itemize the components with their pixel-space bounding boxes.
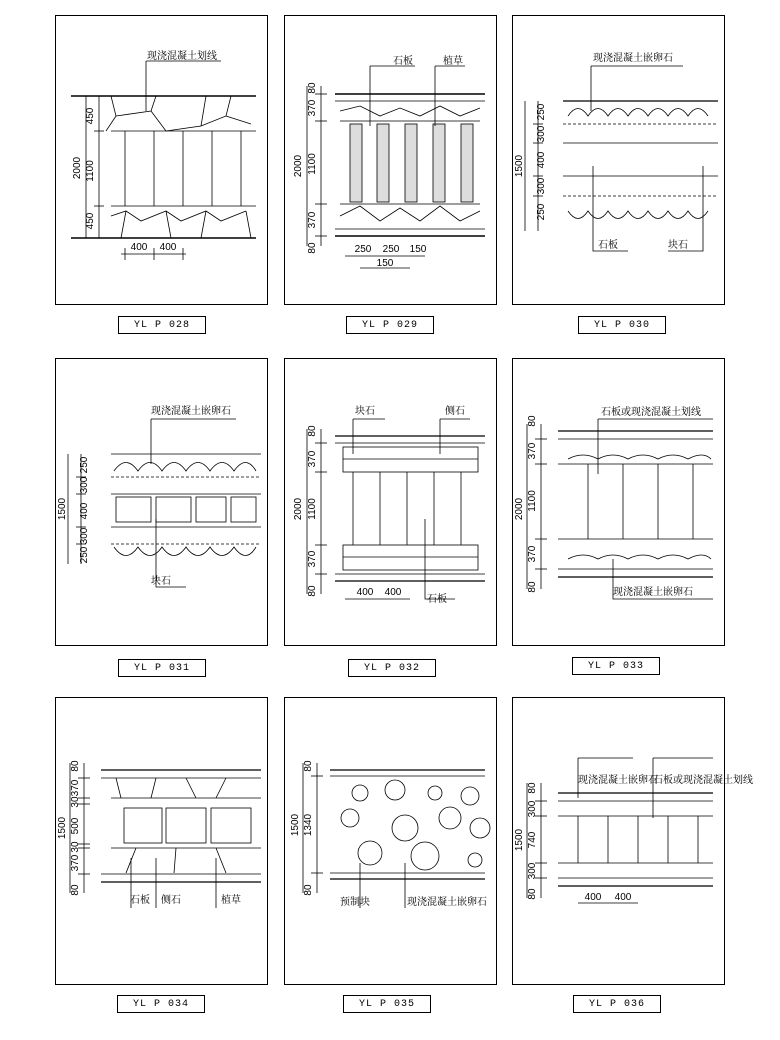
- paving-drawing-028: [56, 16, 269, 306]
- dim-v-2: 740: [527, 831, 538, 849]
- paving-drawing-035: [285, 698, 498, 986]
- note-block-stone: 块石: [355, 406, 375, 417]
- dim-v-1: 1100: [85, 160, 96, 182]
- drawing-code-028: YL P 028: [118, 316, 206, 334]
- dim-v-total: 2000: [514, 497, 525, 521]
- dim-v-total: 2000: [293, 497, 304, 521]
- drawing-panel-035: [284, 697, 497, 985]
- note-stone-slab: 石板: [130, 895, 150, 906]
- paving-drawing-030: [513, 16, 726, 306]
- dim-v-1: 370: [527, 442, 538, 460]
- dim-v-0: 80: [527, 415, 538, 427]
- note-precast-block: 预制块: [340, 897, 370, 908]
- paving-drawing-034: [56, 698, 269, 986]
- dim-v-total: 2000: [293, 154, 304, 178]
- note-curb-stone: 侧石: [445, 406, 465, 417]
- dim-v-4: 30: [70, 841, 81, 853]
- paving-drawing-036: [513, 698, 753, 986]
- note-curb-stone: 侧石: [161, 895, 181, 906]
- dim-v-2: 1100: [527, 490, 538, 512]
- drawing-panel-032: [284, 358, 497, 646]
- dim-v-1: 370: [307, 99, 318, 117]
- note-grass: 植草: [443, 56, 463, 67]
- dim-v-2: 400: [536, 151, 547, 169]
- drawing-panel-029: [284, 15, 497, 305]
- dim-v-1: 370: [70, 779, 81, 797]
- dim-v-0: 80: [307, 82, 318, 94]
- note-concrete-pebble: 现浇混凝土嵌卵石: [593, 53, 673, 64]
- note-concrete-pebble: 现浇混凝土嵌卵石: [613, 587, 693, 598]
- dim-v-4: 80: [307, 585, 318, 597]
- dim-v-3: 300: [536, 177, 547, 195]
- dim-v-1: 300: [536, 125, 547, 143]
- dim-v-1: 300: [79, 476, 90, 494]
- dim-v-total: 1500: [514, 828, 525, 852]
- dim-v-4: 80: [307, 242, 318, 254]
- note-stone-slab: 石板: [598, 240, 618, 251]
- note-slab-or-concrete: 石板或现浇混凝土划线: [653, 775, 753, 786]
- dim-h-3: 150: [376, 258, 394, 269]
- dim-v-5: 370: [70, 854, 81, 872]
- drawing-code-034: YL P 034: [117, 995, 205, 1013]
- drawing-panel-031: [55, 358, 268, 646]
- dim-v-2: 80: [303, 884, 314, 896]
- dim-v-total: 2000: [72, 156, 83, 180]
- paving-drawing-032: [285, 359, 498, 647]
- note-block-stone: 块石: [668, 240, 688, 251]
- dim-v-6: 80: [70, 884, 81, 896]
- dim-h-0: 400: [584, 892, 602, 903]
- note-stone-slab: 石板: [427, 594, 447, 605]
- drawing-panel-036: [512, 697, 753, 985]
- dim-v-3: 300: [527, 862, 538, 880]
- dim-v-0: 250: [79, 456, 90, 474]
- dim-v-4: 250: [536, 203, 547, 221]
- note-concrete-lines: 现浇混凝土划线: [147, 51, 217, 62]
- dim-h-1: 250: [382, 244, 400, 255]
- dim-v-0: 80: [70, 760, 81, 772]
- dim-v-total: 1500: [514, 154, 525, 178]
- dim-v-1: 300: [527, 800, 538, 818]
- drawing-panel-033: [512, 358, 725, 646]
- drawing-panel-030: [512, 15, 725, 305]
- dim-h-1: 400: [384, 587, 402, 598]
- dim-h-0: 250: [354, 244, 372, 255]
- dim-v-3: 500: [70, 817, 81, 835]
- dim-v-2: 30: [70, 796, 81, 808]
- note-concrete-pebble: 现浇混凝土嵌卵石: [578, 775, 658, 786]
- dim-v-0: 450: [85, 107, 96, 125]
- dim-v-1: 1340: [303, 813, 314, 837]
- drawing-code-030: YL P 030: [578, 316, 666, 334]
- dim-v-total: 1500: [57, 816, 68, 840]
- dim-v-0: 80: [307, 425, 318, 437]
- dim-v-1: 370: [307, 450, 318, 468]
- drawing-code-035: YL P 035: [343, 995, 431, 1013]
- drawing-code-029: YL P 029: [346, 316, 434, 334]
- dim-v-total: 1500: [57, 497, 68, 521]
- dim-h-1: 400: [159, 242, 177, 253]
- drawing-code-036: YL P 036: [573, 995, 661, 1013]
- drawing-code-032: YL P 032: [348, 659, 436, 677]
- note-block-stone: 块石: [151, 576, 171, 587]
- drawing-panel-028: [55, 15, 268, 305]
- dim-v-3: 370: [527, 545, 538, 563]
- dim-v-total: 1500: [290, 813, 301, 837]
- note-concrete-pebble: 现浇混凝土嵌卵石: [407, 897, 487, 908]
- paving-drawing-033: [513, 359, 726, 647]
- note-grass: 植草: [221, 895, 241, 906]
- dim-v-4: 80: [527, 581, 538, 593]
- paving-drawing-031: [56, 359, 269, 647]
- note-concrete-pebble: 现浇混凝土嵌卵石: [151, 406, 231, 417]
- paving-drawing-029: [285, 16, 498, 306]
- drawing-panel-034: [55, 697, 268, 985]
- note-stone-slab: 石板: [393, 56, 413, 67]
- dim-h-0: 400: [356, 587, 374, 598]
- dim-v-3: 370: [307, 550, 318, 568]
- dim-v-2: 1100: [307, 153, 318, 175]
- dim-h-2: 150: [409, 244, 427, 255]
- drawing-code-033: YL P 033: [572, 657, 660, 675]
- dim-v-4: 80: [527, 888, 538, 900]
- dim-v-0: 250: [536, 103, 547, 121]
- dim-v-0: 80: [303, 760, 314, 772]
- dim-v-3: 300: [79, 527, 90, 545]
- dim-h-0: 400: [130, 242, 148, 253]
- dim-v-2: 1100: [307, 498, 318, 520]
- note-slab-or-concrete: 石板或现浇混凝土划线: [601, 407, 701, 418]
- dim-v-2: 400: [79, 502, 90, 520]
- drawing-code-031: YL P 031: [118, 659, 206, 677]
- dim-v-0: 80: [527, 782, 538, 794]
- dim-v-4: 250: [79, 546, 90, 564]
- dim-v-2: 450: [85, 212, 96, 230]
- dim-v-3: 370: [307, 211, 318, 229]
- dim-h-1: 400: [614, 892, 632, 903]
